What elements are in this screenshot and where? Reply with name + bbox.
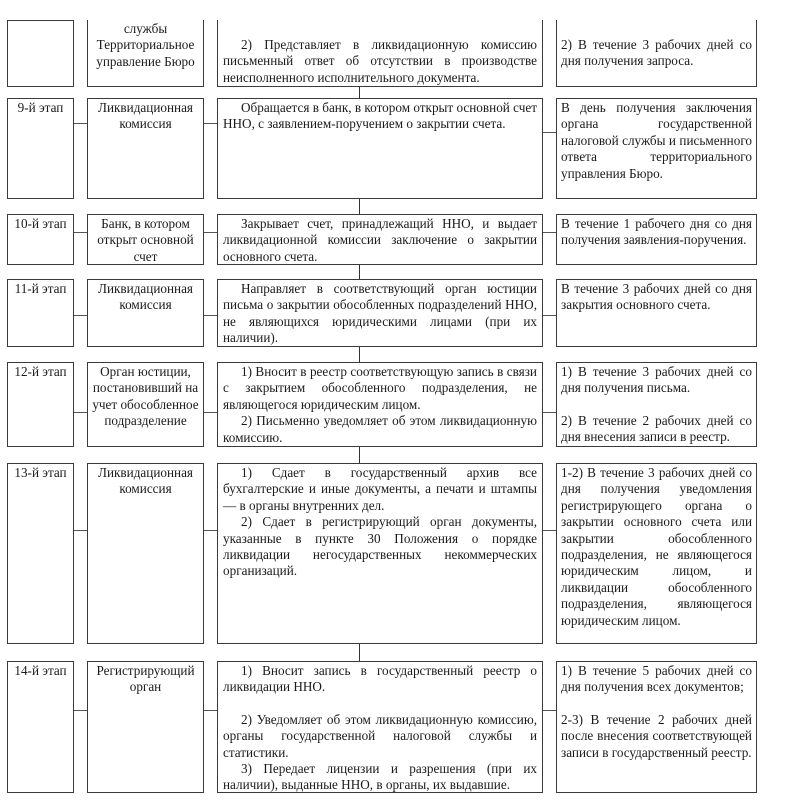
term-item: 1) В течение 5 рабочих дней со дня получения всех документов; <box>561 663 752 695</box>
term-cell <box>556 98 757 199</box>
action-cell <box>217 98 543 199</box>
row-connector <box>74 412 87 413</box>
action-item: Закрывает счет, принадлежащий ННО, и выдает ликвидационной комиссии заключение о закрытии основного счета. <box>223 216 537 264</box>
term-cell <box>556 661 757 793</box>
stage-label: 13-й этап <box>7 463 74 644</box>
row-connector <box>74 530 87 531</box>
row-connector <box>204 710 217 711</box>
flow-connector <box>359 198 360 214</box>
row-connector <box>543 412 556 413</box>
term-item: В день получения заключения органа государственной налоговой службы и письменного ответа территориального управления Бюро. <box>561 100 752 181</box>
action-item: 3) Передает лицензии и разрешения (при их наличии), выданные ННО, в органы, их выдавшие. <box>223 761 537 793</box>
row-connector <box>74 710 87 711</box>
actor-cell: Ликвидационная комиссия <box>87 98 204 199</box>
action-cell <box>217 279 543 347</box>
term-item: 2-3) В течение 2 рабочих дней после внесения соответствующей записи в государственный реестр. <box>561 711 752 760</box>
action-item: Обращается в банк, в котором открыт основной счет ННО, с заявлением-поручением о закрытии счета. <box>223 100 537 132</box>
term-item: В течение 3 рабочих дней со дня закрытия основного счета. <box>561 281 752 313</box>
stage-label: 9-й этап <box>7 98 74 199</box>
stage-label <box>7 20 74 87</box>
term-cell <box>556 214 757 265</box>
row-connector <box>543 132 556 133</box>
flow-connector <box>359 86 360 98</box>
action-item: 1) Вносит запись в государственный реестр о ликвидации ННО. <box>223 663 537 695</box>
term-cell <box>556 20 757 87</box>
stage-label: 14-й этап <box>7 661 74 793</box>
term-cell <box>556 362 757 447</box>
action-cell <box>217 661 543 793</box>
row-connector <box>74 123 87 124</box>
stage-label: 10-й этап <box>7 214 74 265</box>
spacer <box>223 696 537 712</box>
action-cell <box>217 214 543 265</box>
stage-label: 12-й этап <box>7 362 74 447</box>
row-connector <box>543 315 556 316</box>
actor-cell: Банк, в котором открыт основной счет <box>87 214 204 265</box>
action-item: Направляет в соответствующий орган юстиции письма о закрытии обособленных подразделений ННО, не являющихся юридическими лицами (при их наличии). <box>223 281 537 346</box>
term-item: 2) В течение 3 рабочих дней со дня получения запроса. <box>561 37 752 69</box>
actor-cell: Ликвидационная комиссия <box>87 279 204 347</box>
spacer <box>561 696 752 712</box>
actor-cell: Ликвидационная комиссия <box>87 463 204 644</box>
flow-connector <box>359 446 360 463</box>
actor-cell: Орган юстиции, постановивший на учет обособленное подразделение <box>87 362 204 447</box>
flow-connector <box>359 264 360 279</box>
actor-cell: службы Территориальное управление Бюро <box>87 20 204 87</box>
actor-cell: Регистрирующий орган <box>87 661 204 793</box>
action-item: 1) Сдает в государственный архив все бухгалтерские и иные документы, а печати и штампы — в органы внутренних дел. <box>223 465 537 513</box>
action-item: 2) Представляет в ликвидационную комиссию письменный ответ об отсутствии в производстве неисполненного исполнительного документа. <box>223 37 537 85</box>
term-item: 2) В течение 2 рабочих дней со дня внесения записи в реестр. <box>561 412 752 445</box>
action-item: 1) Вносит в реестр соответствующую запись в связи с закрытием обособленного подразделения, не являющегося юридическим лицом. <box>223 364 537 412</box>
flow-connector <box>359 346 360 362</box>
row-connector <box>204 232 217 233</box>
term-cell <box>556 279 757 347</box>
action-cell <box>217 362 543 447</box>
action-cell <box>217 463 543 644</box>
row-connector <box>543 530 556 531</box>
action-cell <box>217 20 543 87</box>
spacer <box>561 397 752 413</box>
action-item: 2) Письменно уведомляет об этом ликвидационную комиссию. <box>223 413 537 445</box>
row-connector <box>543 232 556 233</box>
term-item: 1) В течение 3 рабочих дней со дня получения письма. <box>561 364 752 396</box>
flow-connector <box>359 643 360 661</box>
term-cell <box>556 463 757 644</box>
row-connector <box>204 530 217 531</box>
term-item: 1-2) В течение 3 рабочих дней со дня получения уведомления регистрирующего органа о закрытии основного счета или закрытии обособленного подразделения, не являющегося юридическим лицом, и ликвидации обособленного подразделения, являющегося юридическим лицом. <box>561 465 752 628</box>
row-connector <box>74 315 87 316</box>
stage-label: 11-й этап <box>7 279 74 347</box>
row-connector <box>204 315 217 316</box>
row-connector <box>543 710 556 711</box>
action-item: 2) Уведомляет об этом ликвидационную комиссию, органы государственной налоговой службы и статистики. <box>223 711 537 760</box>
row-connector <box>204 123 217 124</box>
row-connector <box>74 232 87 233</box>
row-connector <box>204 412 217 413</box>
term-item: В течение 1 рабочего дня со дня получения заявления-поручения. <box>561 216 752 248</box>
action-item: 2) Сдает в регистрирующий орган документы, указанные в пункте 30 Положения о порядке ликвидации негосударственных некоммерческих организаций. <box>223 514 537 579</box>
